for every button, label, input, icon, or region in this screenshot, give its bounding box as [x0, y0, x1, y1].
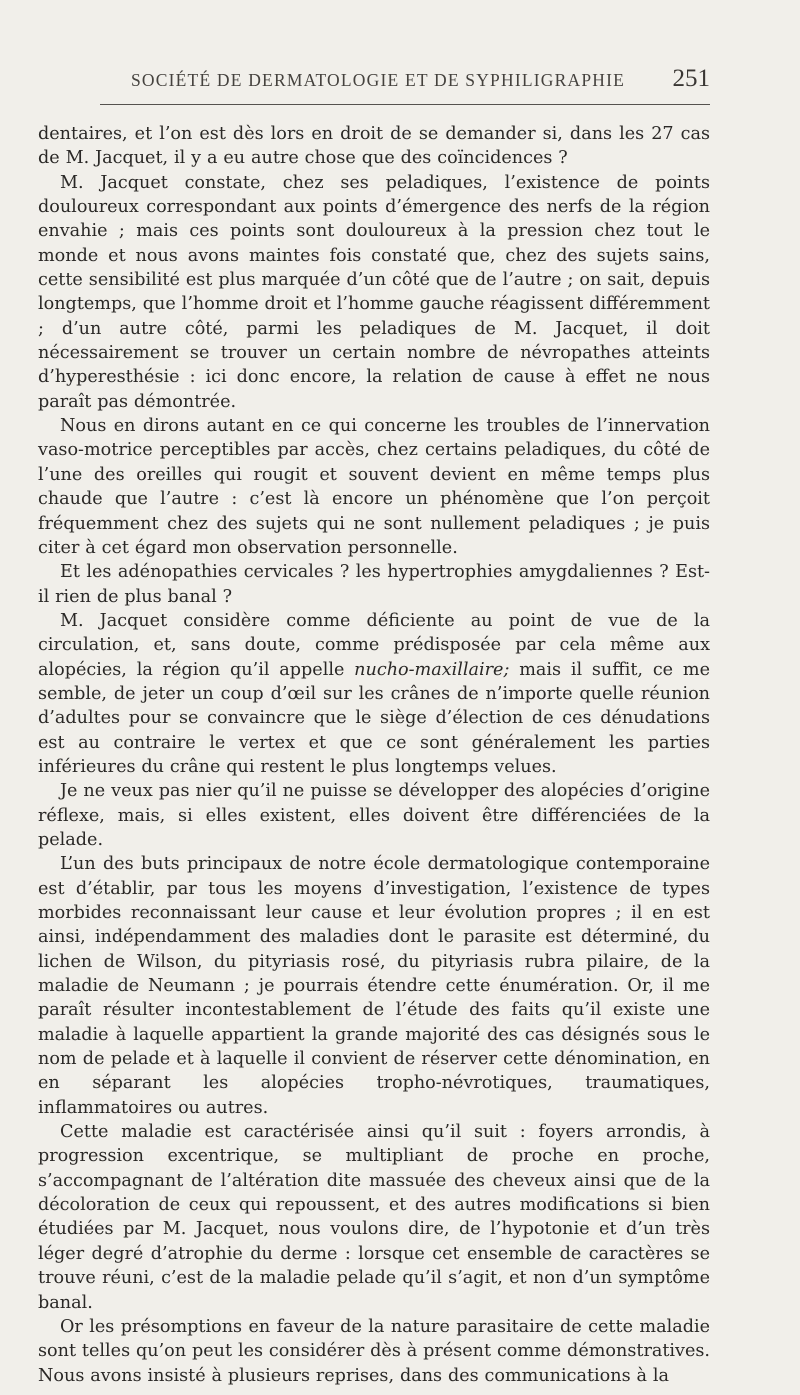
- italic-term: nucho-maxillaire;: [354, 659, 510, 680]
- paragraph: Je ne veux pas nier qu’il ne puisse se développer des alopécies d’origine réflexe, mais, si elles existent, elles doivent être différenciées de la pelade.: [38, 781, 710, 850]
- paragraph: M. Jacquet constate, chez ses peladiques, l’existence de points douloureux correspondant aux points d’émergence des nerfs de la région envahie ; mais ces points sont douloureux à la pression chez tout le monde et nous avons maintes fois constaté que, chez des sujets sains, cette sensibilité est plus marquée d’un côté que de l’autre ; on sait, depuis longtemps, que l’homme droit et l’homme gauche réagissent différemment ; d’un autre côté, parmi les peladiques de M. Jacquet, il doit nécessairement se trouver un certain nombre de névropathes atteints d’hyperesthésie : ici donc encore, la relation de cause à effet ne nous paraît pas démontrée.: [38, 172, 710, 412]
- body-text: [38, 122, 710, 1388]
- paragraph-text: mais il suffit, ce me semble, de jeter un coup d’œil sur les crânes de n’importe quelle réunion d’adultes pour se convaincre que le siège d’élection de ces dénudations est au contraire le vertex et que ce sont généralement les parties inférieures du crâne qui restent le plus longtemps velues.: [38, 659, 710, 777]
- header-rule: [100, 104, 710, 105]
- paragraph: Cette maladie est caractérisée ainsi qu’il suit : foyers arrondis, à progression excentrique, se multipliant de proche en proche, s’accompagnant de l’altération dite massuée des cheveux ainsi que de la décoloration de ceux qui repoussent, et des autres modifications si bien étudiées par M. Jacquet, nous voulons dire, de l’hypotonie et d’un très léger degré d’atrophie du derme : lorsque cet ensemble de caractères se trouve réuni, c’est de la maladie pelade qu’il s’agit, et non d’un symptôme banal.: [38, 1122, 710, 1313]
- page-number: 251: [672, 65, 710, 92]
- running-title: SOCIÉTÉ DE DERMATOLOGIE ET DE SYPHILIGRAPHIE: [131, 70, 626, 90]
- paragraph: Et les adénopathies cervicales ? les hypertrophies amygdaliennes ? Est-il rien de plus banal ?: [38, 562, 710, 607]
- paragraph: Or les présomptions en faveur de la nature parasitaire de cette maladie sont telles qu’on peut les considérer dès à présent comme démonstratives. Nous avons insisté à plusieurs reprises, dans des communications à la: [38, 1316, 711, 1386]
- running-header: [38, 66, 710, 106]
- paragraph: Nous en dirons autant en ce qui concerne les troubles de l’innervation vaso-motrice perceptibles par accès, chez certains peladiques, du côté de l’une des oreilles qui rougit et souvent devient en même temps plus chaude que l’autre : c’est là encore un phénomène que l’on perçoit fréquemment chez des sujets qui ne sont nullement peladiques ; je puis citer à cet égard mon observation personnelle.: [38, 416, 710, 558]
- paragraph: L’un des buts principaux de notre école dermatologique contemporaine est d’établir, par tous les moyens d’investigation, l’existence de types morbides reconnaissant leur cause et leur évolution propres ; il en est ainsi, indépendamment des maladies dont le parasite est déterminé, du lichen de Wilson, du pityriasis rosé, du pityriasis rubra pilaire, de la maladie de Neumann ; je pourrais étendre cette énumération. Or, il me paraît résulter incontestablement de l’étude des faits qu’il existe une maladie à laquelle appartient la grande majorité des cas désignés sous le nom de pelade et à laquelle il convient de réserver cette dénomination, en en séparant les alopécies tropho-névrotiques, traumatiques, inflammatoires ou autres.: [38, 854, 710, 1118]
- paragraph: [38, 609, 710, 779]
- paragraph-text: M. Jacquet considère comme déficiente au point de vue de la circulation, et, sans doute, comme prédisposée par cela même aux alopécies, la région qu’il appelle: [38, 610, 710, 680]
- paragraph: dentaires, et l’on est dès lors en droit de se demander si, dans les 27 cas de M. Jacquet, il y a eu autre chose que des coïncidences ?: [38, 124, 710, 169]
